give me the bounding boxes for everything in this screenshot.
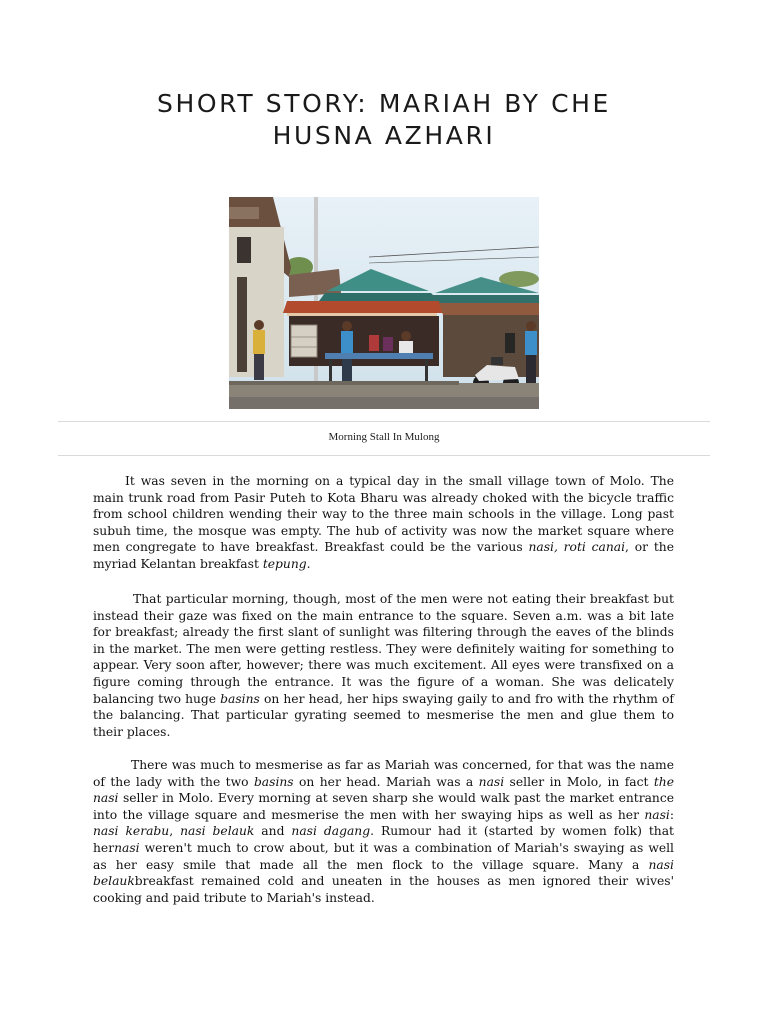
- paragraph-text: There was much to mesmerise as far as Mariah was concerned, for that was the name of the lady with the two: [93, 758, 674, 789]
- paragraph-text: and: [254, 824, 292, 839]
- italic-term: the nasi: [93, 774, 674, 806]
- italic-term: basins: [220, 691, 260, 706]
- italic-term: nasi kerabu: [93, 824, 170, 839]
- paragraph-text: ,: [169, 824, 181, 839]
- paragraph-text: seller in Molo, in fact: [504, 774, 654, 789]
- story-paragraph-3: [93, 757, 674, 906]
- paragraph-text: . Rumour had it (started by women folk) that her: [93, 824, 674, 855]
- italic-term: nasi: [114, 840, 140, 855]
- paragraph-text: on her head, her hips swaying gaily to and fro with the rhythm of the balancing. That particular gyrating seemed to mesmerise the men and glue them to their places.: [93, 691, 674, 739]
- title-line-2: HUSNA AZHARI: [272, 121, 496, 150]
- italic-term: nasi: [478, 774, 505, 789]
- paragraph-text: .: [306, 556, 311, 571]
- paragraph-text: seller in Molo. Every morning at seven sharp she would walk past the market entrance into the village square and mesmerise the men with her swaying hips as well as her: [93, 791, 674, 822]
- paragraph-text: on her head. Mariah was a: [293, 774, 479, 789]
- title-line-1: SHORT STORY: MARIAH BY CHE: [157, 89, 611, 118]
- italic-term: nasi belauk: [93, 857, 674, 889]
- market-stall-photo: [229, 197, 539, 409]
- page-title: [60, 88, 708, 152]
- story-paragraph-1: [93, 473, 674, 573]
- paragraph-text: That particular morning, though, most of the men were not eating their breakfast but instead their gaze was fixed on the main entrance to the square. Seven a.m. was a bit late for breakfast; already the first slant of sunlight was filtering through the eaves of the blinds in the market. The men were getting restless. They were definitely waiting for something to appear. Very soon after, however; there was much excitement. All eyes were transfixed on a figure coming through the entrance. It was the figure of a woman. She was delicately balancing two huge: [93, 592, 674, 706]
- italic-term: nasi dagang: [291, 824, 371, 839]
- paragraph-text: breakfast remained cold and uneaten in the houses as men ignored their wives' cooking and paid tribute to Mariah's instead.: [93, 874, 674, 905]
- paragraph-text: weren't much to crow about, but it was a combination of Mariah's swaying as well as her easy smile that made all the men flock to the village square. Many a: [93, 840, 674, 872]
- caption-top-divider: [58, 421, 710, 422]
- italic-term: nasi: [644, 807, 670, 822]
- italic-term: nasi belauk: [180, 824, 255, 839]
- italic-term: nasi, roti canai: [528, 540, 626, 555]
- caption-bottom-divider: [58, 455, 710, 456]
- italic-term: basins: [253, 774, 294, 789]
- italic-term: tepung: [262, 556, 307, 571]
- paragraph-text: , or the myriad Kelantan breakfast: [93, 540, 674, 571]
- story-paragraph-2: [93, 591, 674, 740]
- paragraph-text: :: [669, 807, 674, 822]
- paragraph-text: It was seven in the morning on a typical day in the small village town of Molo. The main trunk road from Pasir Puteh to Kota Bharu was already choked with the bicycle traffic from school children wending their way to the three main schools in the village. Long past subuh time, the mosque was empty. The hub of activity was now the market square where men congregate to have breakfast. Breakfast could be the various: [93, 474, 674, 555]
- photo-caption: Morning Stall In Mulong: [328, 431, 440, 443]
